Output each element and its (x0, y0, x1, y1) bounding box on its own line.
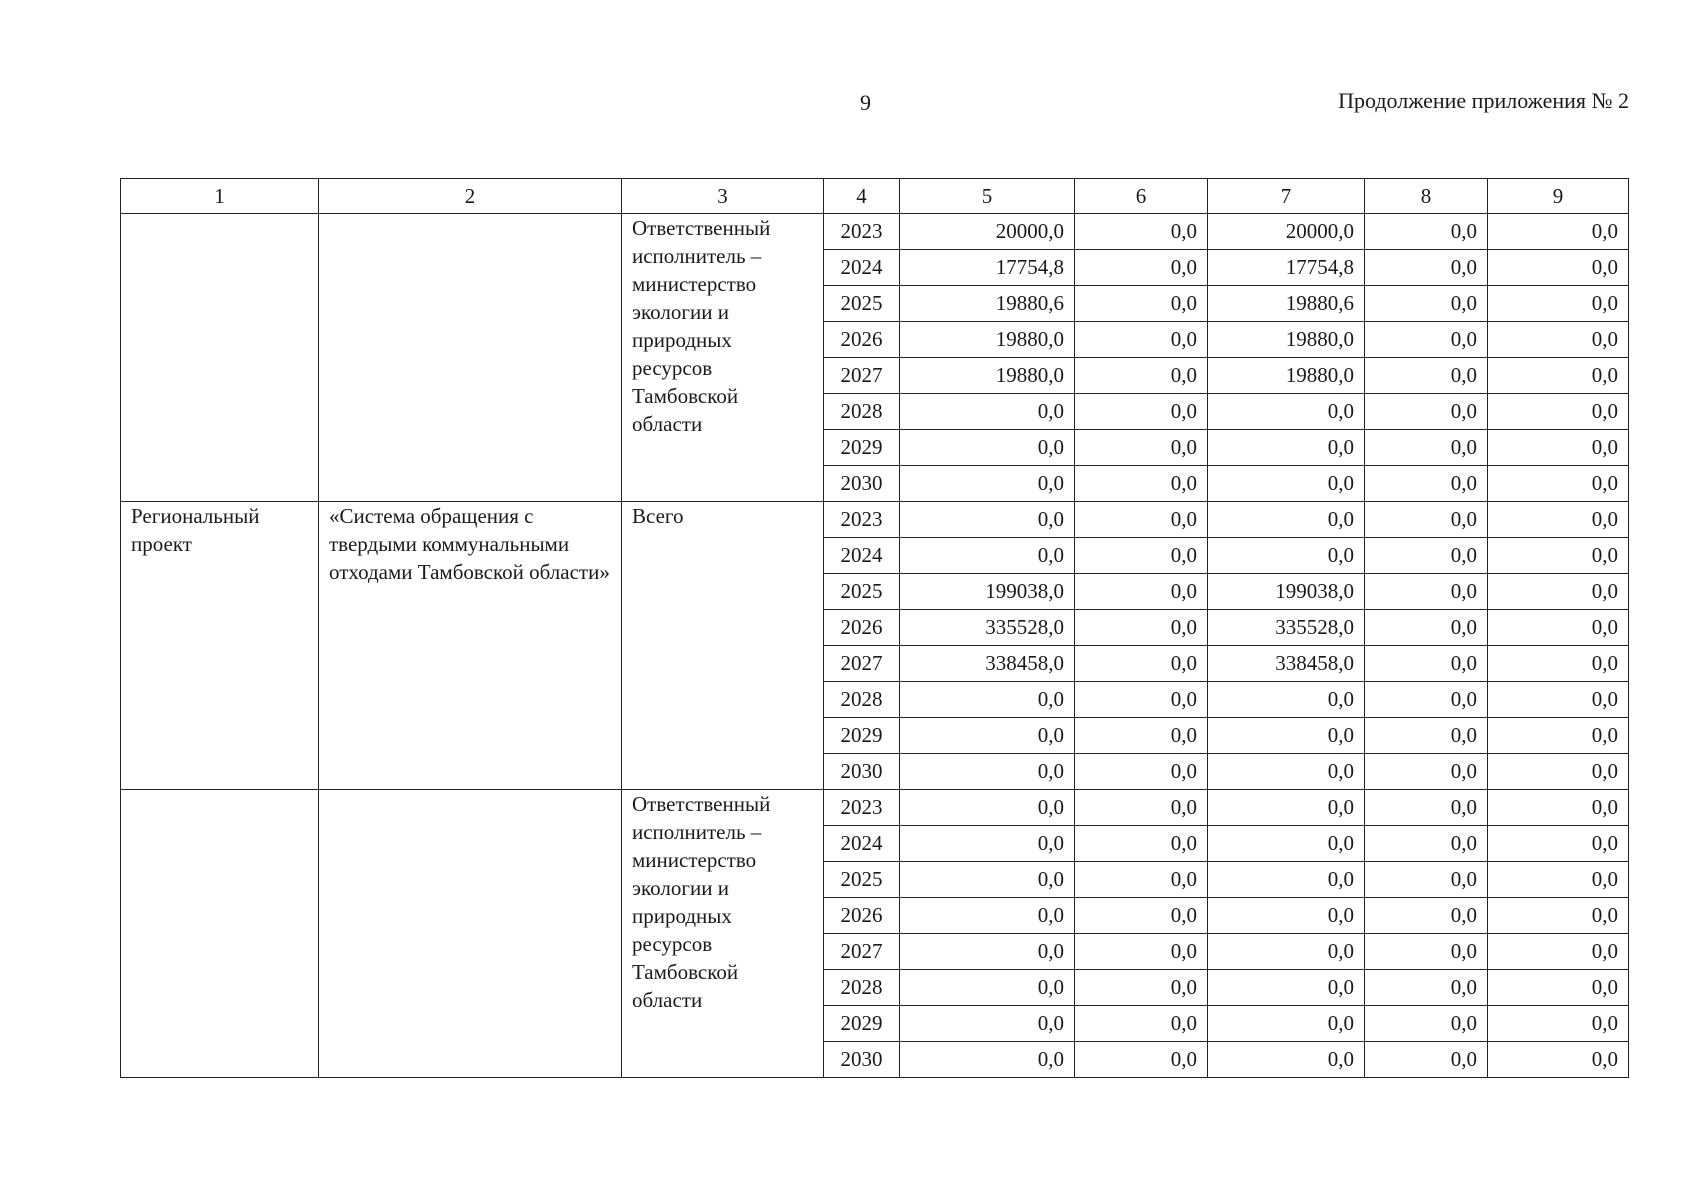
amount-cell: 0,0 (1075, 754, 1208, 790)
amount-cell: 0,0 (1208, 430, 1365, 466)
table-row (121, 502, 1629, 538)
amount-cell: 19880,6 (900, 286, 1075, 322)
amount-cell: 0,0 (900, 898, 1075, 934)
amount-cell: 0,0 (900, 394, 1075, 430)
amount-cell: 0,0 (1488, 1042, 1629, 1078)
amount-cell: 0,0 (1365, 322, 1488, 358)
year-cell: 2023 (824, 790, 900, 826)
amount-cell: 0,0 (1365, 826, 1488, 862)
amount-cell: 199038,0 (1208, 574, 1365, 610)
year-cell: 2028 (824, 394, 900, 430)
program-element-type (121, 214, 319, 502)
amount-cell: 0,0 (1488, 214, 1629, 250)
amount-cell: 0,0 (1488, 538, 1629, 574)
amount-cell: 0,0 (900, 970, 1075, 1006)
table-row (121, 790, 1629, 826)
amount-cell: 0,0 (1075, 574, 1208, 610)
amount-cell: 0,0 (1075, 1006, 1208, 1042)
year-cell: 2027 (824, 934, 900, 970)
amount-cell: 0,0 (1365, 718, 1488, 754)
amount-cell: 0,0 (900, 466, 1075, 502)
amount-cell: 0,0 (1075, 502, 1208, 538)
amount-cell: 17754,8 (900, 250, 1075, 286)
amount-cell: 0,0 (1208, 502, 1365, 538)
amount-cell: 0,0 (1075, 286, 1208, 322)
amount-cell: 0,0 (1075, 862, 1208, 898)
column-number: 9 (1488, 179, 1629, 214)
year-cell: 2030 (824, 1042, 900, 1078)
amount-cell: 17754,8 (1208, 250, 1365, 286)
appendix-title: Продолжение приложения № 2 (1338, 88, 1629, 113)
amount-cell: 0,0 (1075, 718, 1208, 754)
amount-cell: 20000,0 (1208, 214, 1365, 250)
amount-cell: 0,0 (1365, 430, 1488, 466)
amount-cell: 19880,6 (1208, 286, 1365, 322)
amount-cell: 0,0 (900, 502, 1075, 538)
amount-cell: 19880,0 (900, 358, 1075, 394)
column-number: 5 (900, 179, 1075, 214)
year-cell: 2024 (824, 250, 900, 286)
program-element-name (319, 790, 622, 1078)
amount-cell: 0,0 (1075, 250, 1208, 286)
column-number-row (121, 179, 1629, 214)
amount-cell: 0,0 (900, 826, 1075, 862)
amount-cell: 0,0 (1208, 754, 1365, 790)
year-cell: 2025 (824, 286, 900, 322)
amount-cell: 0,0 (1208, 790, 1365, 826)
amount-cell: 0,0 (1208, 394, 1365, 430)
amount-cell: 0,0 (1075, 538, 1208, 574)
table-body (121, 214, 1629, 1078)
amount-cell: 0,0 (1075, 826, 1208, 862)
amount-cell: 0,0 (900, 862, 1075, 898)
amount-cell: 199038,0 (900, 574, 1075, 610)
amount-cell: 0,0 (1488, 790, 1629, 826)
year-cell: 2023 (824, 502, 900, 538)
amount-cell: 0,0 (1365, 214, 1488, 250)
amount-cell: 0,0 (1365, 1006, 1488, 1042)
year-cell: 2026 (824, 322, 900, 358)
amount-cell: 0,0 (1208, 682, 1365, 718)
amount-cell: 335528,0 (900, 610, 1075, 646)
amount-cell: 0,0 (900, 1042, 1075, 1078)
amount-cell: 0,0 (1488, 646, 1629, 682)
amount-cell: 0,0 (1488, 682, 1629, 718)
amount-cell: 0,0 (1488, 430, 1629, 466)
year-cell: 2025 (824, 862, 900, 898)
column-number: 4 (824, 179, 900, 214)
amount-cell: 0,0 (1208, 718, 1365, 754)
amount-cell: 0,0 (1208, 1006, 1365, 1042)
amount-cell: 0,0 (1488, 826, 1629, 862)
year-cell: 2030 (824, 466, 900, 502)
year-cell: 2025 (824, 574, 900, 610)
amount-cell: 0,0 (1365, 394, 1488, 430)
amount-cell: 0,0 (1075, 1042, 1208, 1078)
amount-cell: 0,0 (1075, 610, 1208, 646)
amount-cell: 0,0 (1488, 1006, 1629, 1042)
program-element-type (121, 790, 319, 1078)
amount-cell: 0,0 (900, 1006, 1075, 1042)
program-element-type: Региональный проект (121, 502, 319, 790)
amount-cell: 0,0 (1365, 610, 1488, 646)
amount-cell: 0,0 (1365, 574, 1488, 610)
amount-cell: 0,0 (1488, 466, 1629, 502)
funding-source: Всего (622, 502, 824, 790)
amount-cell: 0,0 (900, 682, 1075, 718)
column-number: 8 (1365, 179, 1488, 214)
funding-source: Ответственный исполнитель – министерство экологии и природных ресурсов Тамбовской области (622, 214, 824, 502)
amount-cell: 0,0 (1365, 970, 1488, 1006)
amount-cell: 0,0 (1075, 682, 1208, 718)
amount-cell: 0,0 (1208, 970, 1365, 1006)
amount-cell: 20000,0 (900, 214, 1075, 250)
amount-cell: 0,0 (1488, 754, 1629, 790)
amount-cell: 0,0 (1208, 466, 1365, 502)
amount-cell: 0,0 (1208, 1042, 1365, 1078)
funding-source: Ответственный исполнитель – министерство экологии и природных ресурсов Тамбовской области (622, 790, 824, 1078)
amount-cell: 0,0 (1208, 862, 1365, 898)
amount-cell: 0,0 (1075, 394, 1208, 430)
page-number: 9 (860, 90, 871, 115)
amount-cell: 0,0 (1075, 322, 1208, 358)
year-cell: 2029 (824, 1006, 900, 1042)
column-number: 2 (319, 179, 622, 214)
amount-cell: 0,0 (1075, 466, 1208, 502)
year-cell: 2029 (824, 430, 900, 466)
amount-cell: 0,0 (1488, 322, 1629, 358)
year-cell: 2029 (824, 718, 900, 754)
amount-cell: 0,0 (900, 718, 1075, 754)
amount-cell: 0,0 (1365, 250, 1488, 286)
amount-cell: 19880,0 (900, 322, 1075, 358)
table-row (121, 214, 1629, 250)
program-element-name: «Система обращения с твердыми коммунальными отходами Тамбовской области» (319, 502, 622, 790)
year-cell: 2027 (824, 646, 900, 682)
amount-cell: 0,0 (900, 934, 1075, 970)
amount-cell: 0,0 (1488, 862, 1629, 898)
amount-cell: 0,0 (1488, 934, 1629, 970)
amount-cell: 0,0 (1075, 214, 1208, 250)
amount-cell: 0,0 (1075, 898, 1208, 934)
amount-cell: 0,0 (1075, 430, 1208, 466)
amount-cell: 19880,0 (1208, 322, 1365, 358)
amount-cell: 0,0 (1208, 826, 1365, 862)
amount-cell: 0,0 (1075, 646, 1208, 682)
amount-cell: 0,0 (1075, 790, 1208, 826)
year-cell: 2023 (824, 214, 900, 250)
amount-cell: 0,0 (1075, 934, 1208, 970)
amount-cell: 0,0 (1488, 898, 1629, 934)
amount-cell: 335528,0 (1208, 610, 1365, 646)
amount-cell: 0,0 (900, 754, 1075, 790)
amount-cell: 0,0 (1365, 934, 1488, 970)
amount-cell: 0,0 (900, 538, 1075, 574)
amount-cell: 0,0 (1365, 790, 1488, 826)
amount-cell: 0,0 (1208, 898, 1365, 934)
amount-cell: 0,0 (900, 790, 1075, 826)
amount-cell: 0,0 (1365, 682, 1488, 718)
amount-cell: 0,0 (1488, 502, 1629, 538)
year-cell: 2026 (824, 610, 900, 646)
year-cell: 2024 (824, 826, 900, 862)
amount-cell: 19880,0 (1208, 358, 1365, 394)
amount-cell: 0,0 (1365, 466, 1488, 502)
amount-cell: 0,0 (1488, 574, 1629, 610)
year-cell: 2028 (824, 970, 900, 1006)
column-number: 7 (1208, 179, 1365, 214)
amount-cell: 0,0 (1365, 286, 1488, 322)
amount-cell: 0,0 (1488, 394, 1629, 430)
year-cell: 2026 (824, 898, 900, 934)
column-number: 3 (622, 179, 824, 214)
amount-cell: 0,0 (1365, 898, 1488, 934)
amount-cell: 0,0 (1488, 610, 1629, 646)
amount-cell: 0,0 (1365, 502, 1488, 538)
amount-cell: 0,0 (1208, 934, 1365, 970)
year-cell: 2024 (824, 538, 900, 574)
program-element-name (319, 214, 622, 502)
amount-cell: 0,0 (1365, 754, 1488, 790)
amount-cell: 0,0 (1208, 538, 1365, 574)
amount-cell: 0,0 (1488, 970, 1629, 1006)
year-cell: 2028 (824, 682, 900, 718)
budget-table (120, 178, 1629, 1078)
amount-cell: 0,0 (1488, 286, 1629, 322)
amount-cell: 0,0 (1488, 358, 1629, 394)
amount-cell: 338458,0 (900, 646, 1075, 682)
column-number: 1 (121, 179, 319, 214)
amount-cell: 0,0 (1365, 358, 1488, 394)
amount-cell: 0,0 (1365, 1042, 1488, 1078)
column-number: 6 (1075, 179, 1208, 214)
amount-cell: 0,0 (1365, 538, 1488, 574)
amount-cell: 338458,0 (1208, 646, 1365, 682)
year-cell: 2030 (824, 754, 900, 790)
year-cell: 2027 (824, 358, 900, 394)
amount-cell: 0,0 (1075, 970, 1208, 1006)
amount-cell: 0,0 (1365, 862, 1488, 898)
amount-cell: 0,0 (1488, 250, 1629, 286)
amount-cell: 0,0 (1365, 646, 1488, 682)
amount-cell: 0,0 (1488, 718, 1629, 754)
amount-cell: 0,0 (1075, 358, 1208, 394)
amount-cell: 0,0 (900, 430, 1075, 466)
